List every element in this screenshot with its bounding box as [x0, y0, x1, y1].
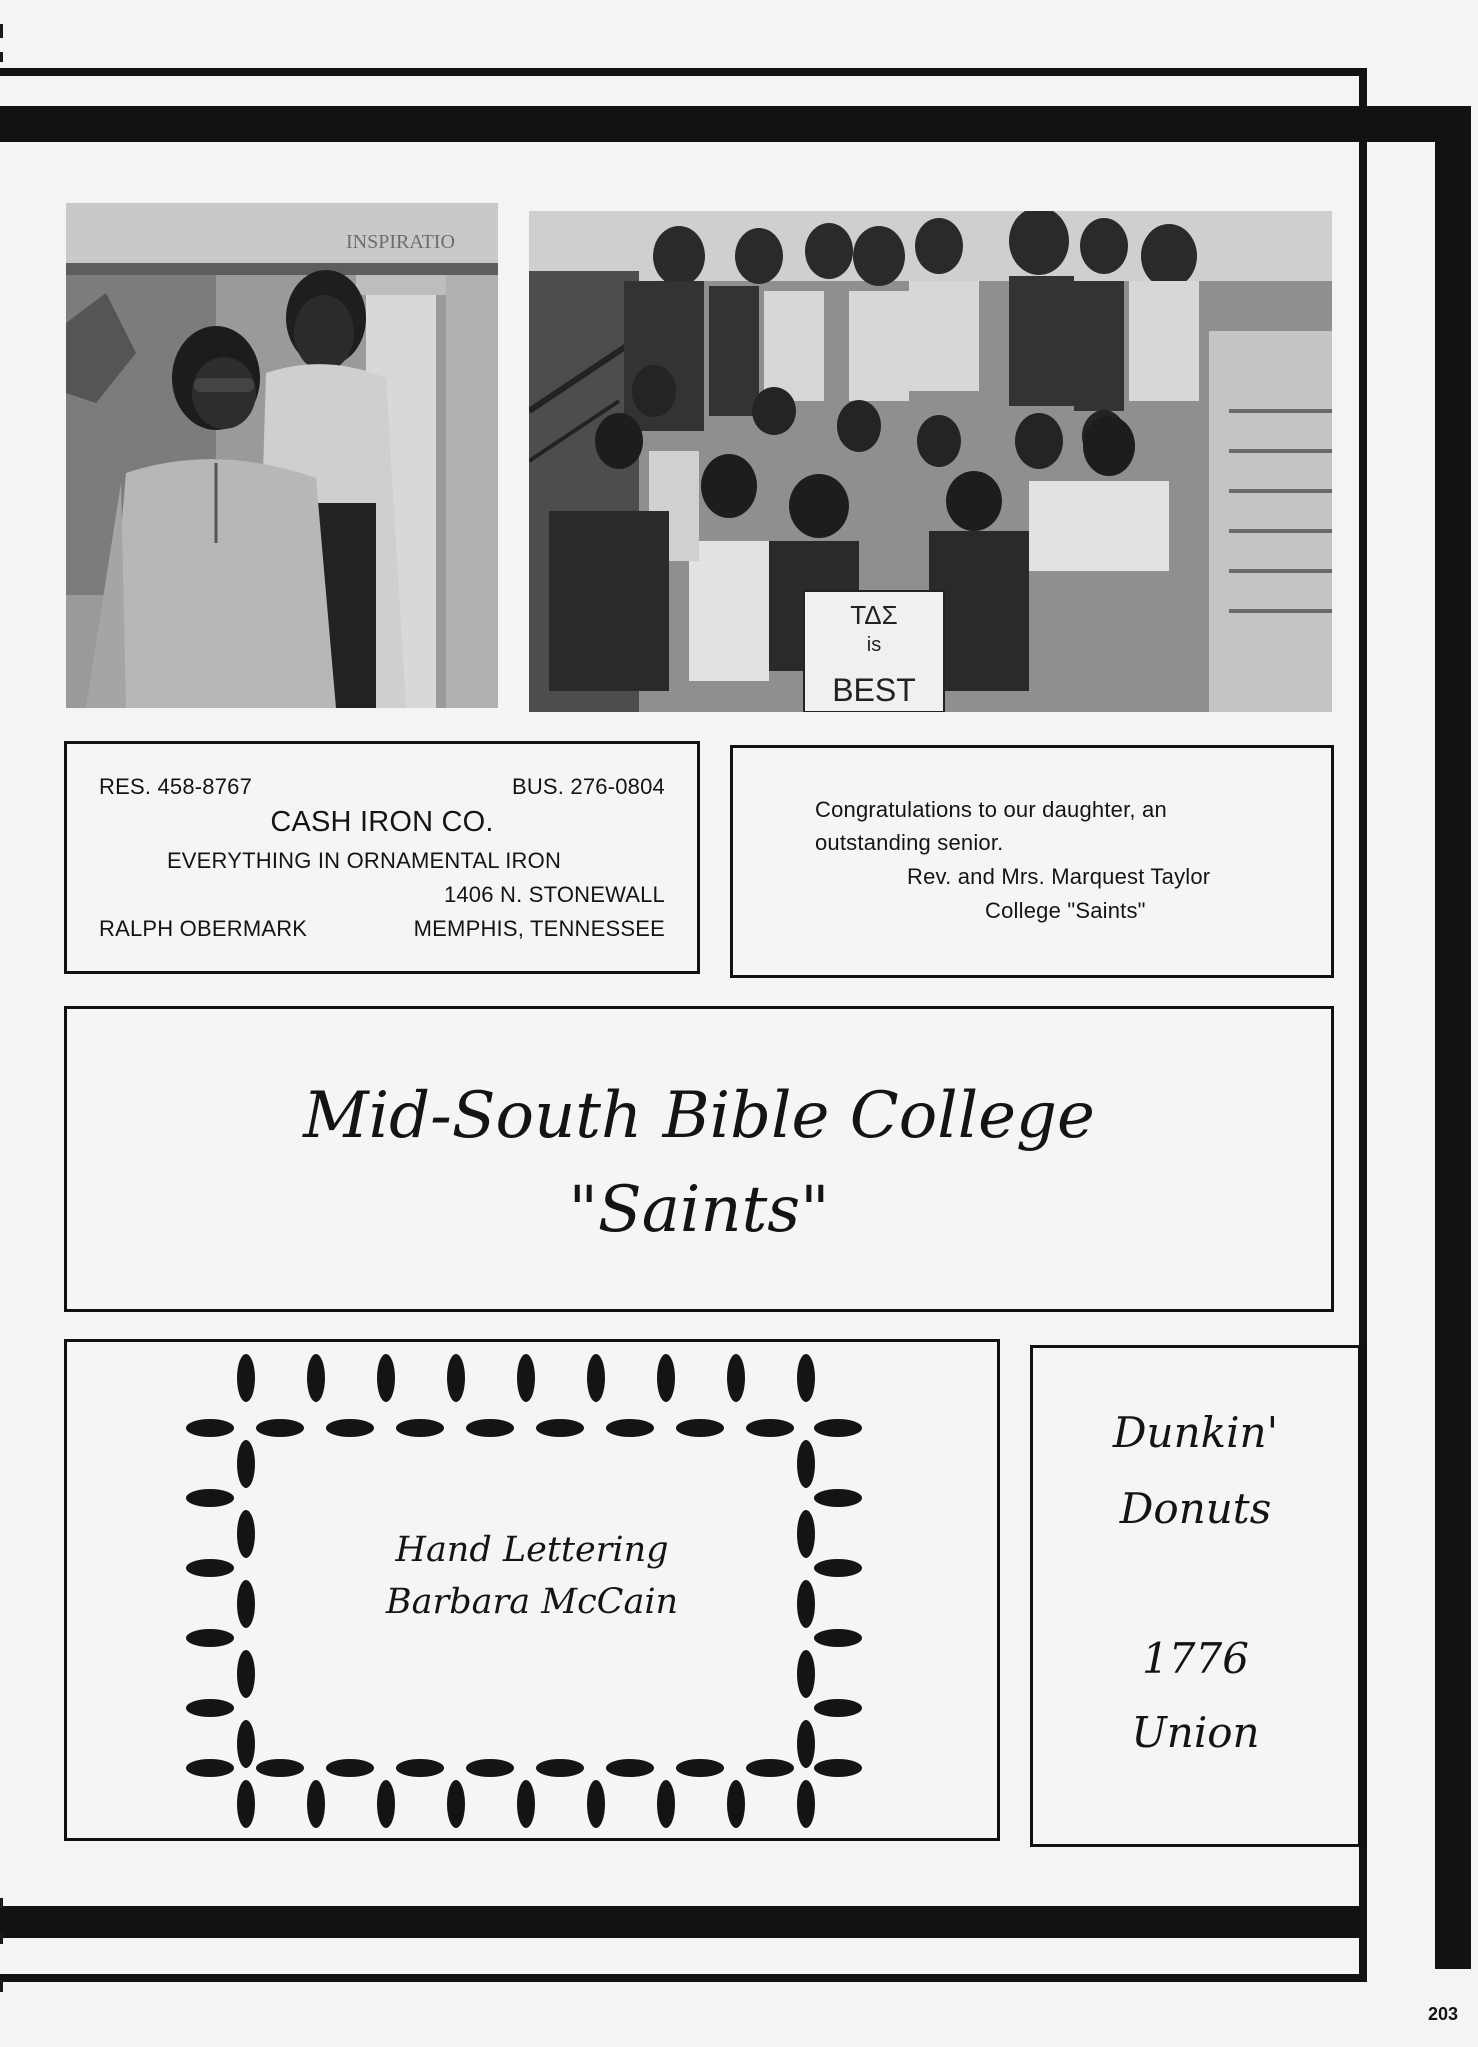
margin-tick [0, 1932, 3, 1944]
ad-mid-south-bible-college [64, 1006, 1334, 1312]
company-name: CASH IRON CO. [270, 806, 494, 838]
photo-group-on-steps [529, 211, 1332, 712]
donuts-line-4: Union [1131, 1708, 1260, 1757]
margin-tick [0, 1980, 3, 1992]
sign-best: BEST [832, 672, 916, 708]
congrats-signed-2: College "Saints" [985, 898, 1146, 923]
donuts-line-2: Donuts [1119, 1484, 1272, 1533]
city: MEMPHIS, TENNESSEE [413, 916, 665, 941]
res-phone: RES. 458-8767 [99, 774, 253, 799]
congrats-line-1: Congratulations to our daughter, an [815, 797, 1167, 822]
hand-lettering-title: Hand Lettering [395, 1530, 669, 1570]
street-address: 1406 N. STONEWALL [443, 882, 665, 907]
bus-phone: BUS. 276-0804 [511, 774, 665, 799]
ad-cash-iron-co [64, 741, 700, 974]
margin-tick [0, 1898, 3, 1908]
photo-two-students [66, 203, 498, 708]
congrats-line-2: outstanding senior. [815, 830, 1004, 855]
sign-greek-letters: ΤΔΣ [850, 600, 898, 630]
hand-lettering-name: Barbara McCain [385, 1582, 679, 1622]
sign-is: is [866, 634, 882, 656]
margin-tick [0, 24, 3, 38]
ad-dunkin-donuts [1030, 1345, 1361, 1847]
page-number: 203 [1428, 2004, 1459, 2024]
college-name: Mid-South Bible College [303, 1079, 1095, 1153]
donuts-line-1: Dunkin' [1112, 1408, 1279, 1457]
donuts-line-3: 1776 [1142, 1634, 1249, 1683]
ornamental-border [170, 1348, 870, 1832]
top-thick-rule [0, 106, 1435, 142]
right-thick-rule [1435, 106, 1471, 1969]
margin-tick [0, 52, 3, 62]
ad-congratulations [730, 745, 1334, 978]
owner-name: RALPH OBERMARK [99, 916, 308, 941]
company-tagline: EVERYTHING IN ORNAMENTAL IRON [166, 848, 562, 873]
bottom-thick-rule [0, 1906, 1367, 1938]
bottom-thin-rule [0, 1974, 1367, 1982]
top-thin-rule [0, 68, 1367, 76]
congrats-signed-1: Rev. and Mrs. Marquest Taylor [907, 864, 1211, 889]
gate-inscription: INSPIRATIO [346, 231, 455, 253]
college-team: "Saints" [568, 1173, 830, 1247]
